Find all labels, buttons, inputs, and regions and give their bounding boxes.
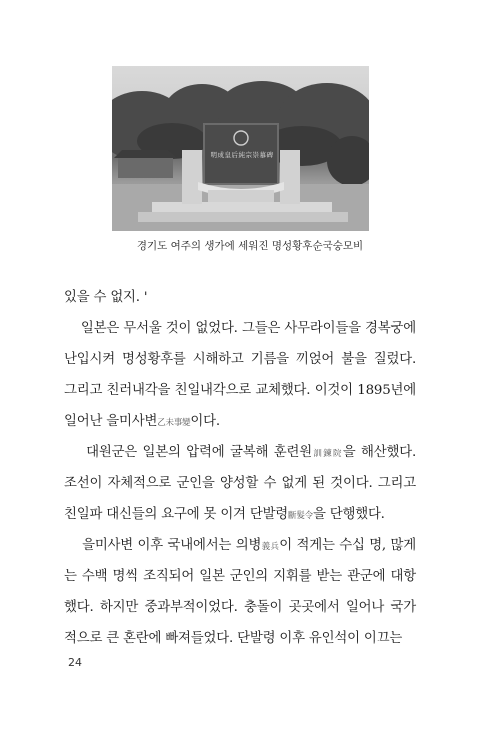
text-segment: 일어난 을미사변	[64, 414, 158, 429]
text-line	[64, 344, 416, 375]
paragraph	[64, 437, 416, 530]
paragraph	[64, 282, 416, 313]
text-segment: 그리고 친러내각을 친일내각으로 교체했다. 이것이 1895년에	[64, 383, 416, 398]
text-line	[64, 623, 416, 654]
monument-inscription: 明成皇后純宗崇慕碑	[210, 151, 274, 159]
text-segment: 는 수백 명씩 조직되어 일본 군인의 지휘를 받는 관군에 대항	[64, 569, 416, 584]
paragraph	[64, 530, 416, 654]
text-line	[64, 375, 416, 406]
text-line	[64, 592, 416, 623]
text-segment: 친일파 대신들의 요구에 못 이겨 단발령	[64, 507, 289, 522]
text-segment: 을 단행했다.	[312, 507, 385, 522]
text-segment: 적으로 큰 혼란에 빠져들었다. 단발령 이후 유인석이 이끄는	[64, 631, 403, 646]
text-segment: 을 해산했다.	[342, 445, 417, 460]
figure-caption: 경기도 여주의 생가에 세워진 명성황후순국숭모비	[136, 240, 364, 252]
text-line	[64, 499, 416, 530]
text-line	[64, 282, 416, 313]
text-segment: 을미사변 이후 국내에서는 의병	[64, 538, 262, 553]
hanja-annotation: 訓鍊院	[311, 449, 343, 459]
text-line	[64, 313, 416, 344]
text-segment: 있을 수 없지. '	[64, 290, 148, 305]
text-line	[64, 406, 416, 437]
text-segment: 조선이 자체적으로 군인을 양성할 수 없게 된 것이다. 그리고	[64, 476, 416, 491]
text-segment: 대원군은 일본의 압력에 굴복해 훈련원	[64, 445, 312, 460]
text-line	[64, 530, 416, 561]
text-segment: 했다. 하지만 중과부적이었다. 충돌이 곳곳에서 일어나 국가	[64, 600, 416, 615]
page-number: 24	[68, 656, 82, 669]
hanja-annotation: 乙未事變	[157, 418, 191, 428]
text-line	[64, 437, 416, 468]
text-line	[64, 561, 416, 592]
hanja-annotation: 斷髮令	[288, 511, 313, 521]
text-segment: 이다.	[190, 414, 220, 429]
monument-photo	[112, 66, 369, 231]
body-text	[64, 282, 416, 654]
text-line	[64, 468, 416, 499]
text-segment: 이 적게는 수십 명, 많게	[279, 538, 416, 553]
text-segment: 일본은 무서울 것이 없었다. 그들은 사무라이들을 경복궁에	[64, 321, 416, 336]
paragraph	[64, 313, 416, 437]
text-segment: 난입시켜 명성황후를 시해하고 기름을 끼얹어 불을 질렀다.	[64, 352, 416, 367]
hanja-annotation: 義兵	[261, 542, 280, 552]
